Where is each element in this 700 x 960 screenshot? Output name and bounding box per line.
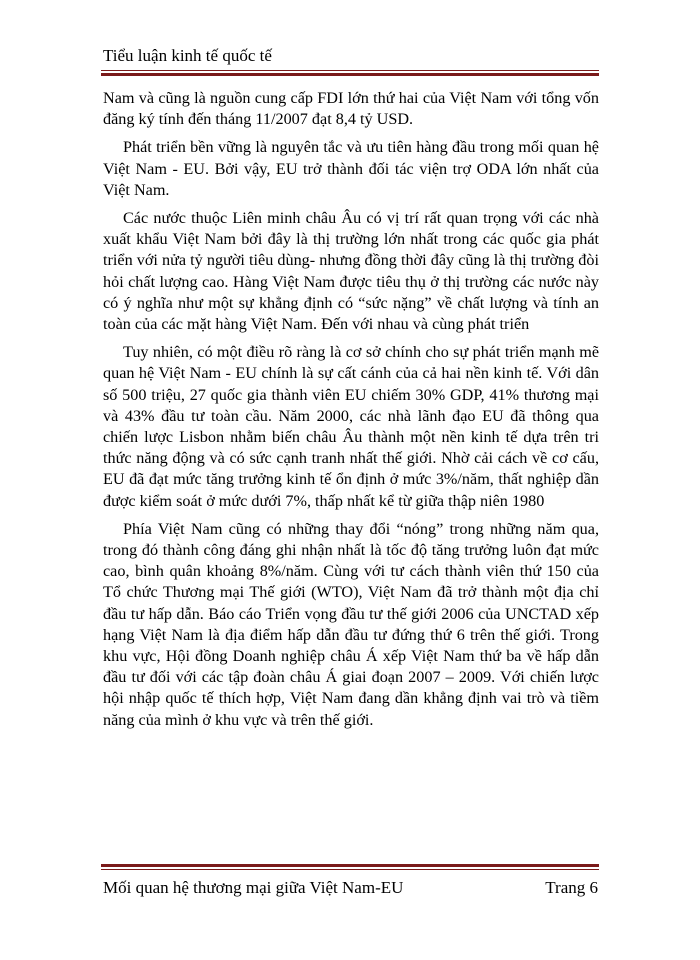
paragraph-4: Tuy nhiên, có một điều rõ ràng là cơ sở chính cho sự phát triển mạnh mẽ quan hệ Việt Nam - EU chính là sự cất cánh của cả hai nền kinh tế. Với dân số 500 triệu, 27 quốc gia thành viên EU chiếm 30% GDP, 41% thương mại và 43% đầu tư toàn cầu. Năm 2000, các nhà lãnh đạo EU đã thông qua chiến lược Lisbon nhằm biến châu Âu thành một nền kinh tế dựa trên tri thức năng động và có sức cạnh tranh nhất thế giới. Nhờ cải cách về cơ cấu, EU đã đạt mức tăng trưởng kinh tế ổn định ở mức 3%/năm, thất nghiệp dần được kiểm soát ở mức dưới 7%, thấp nhất kể từ giữa thập niên 1980 [103, 343, 599, 510]
paragraph-1: Nam và cũng là nguồn cung cấp FDI lớn thứ hai của Việt Nam với tổng vốn đăng ký tính đến tháng 11/2007 đạt 8,4 tỷ USD. [103, 89, 599, 129]
header-title: Tiểu luận kinh tế quốc tế [103, 46, 272, 65]
paragraph-3: Các nước thuộc Liên minh châu Âu có vị trí rất quan trọng với các nhà xuất khẩu Việt Nam bởi đây là thị trường lớn nhất trong các quốc gia phát triển với nửa tỷ người tiêu dùng- nhưng đồng thời đây cũng là thị trường đòi hỏi chất lượng cao. Hàng Việt Nam được tiêu thụ ở thị trường các nước này có ý nghĩa như một sự khẳng định có “sức nặng” về chất lượng và tính an toàn của các mặt hàng Việt Nam. Đến với nhau và cùng phát triển [103, 209, 599, 334]
page-number: Trang 6 [545, 878, 598, 897]
footer-title: Mối quan hệ thương mại giữa Việt Nam-EU [103, 878, 404, 897]
header-rule-thick [101, 73, 599, 76]
footer-rule-thin [101, 869, 599, 870]
paragraph-5: Phía Việt Nam cũng có những thay đổi “nóng” trong những năm qua, trong đó thành công đáng ghi nhận nhất là tốc độ tăng trưởng luôn đạt mức cao, bình quân khoảng 8%/năm. Cùng với tư cách thành viên thứ 150 của Tổ chức Thương mại Thế giới (WTO), Việt Nam đã trở thành một địa chỉ đầu tư hấp dẫn. Báo cáo Triển vọng đầu tư thế giới 2006 của UNCTAD xếp hạng Việt Nam là địa điểm hấp dẫn đầu tư đứng thứ 6 trên thế giới. Trong khu vực, Hội đồng Doanh nghiệp châu Á xếp Việt Nam thứ ba về hấp dẫn đầu tư đối với các tập đoàn châu Á giai đoạn 2007 – 2009. Với chiến lược hội nhập quốc tế thích hợp, Việt Nam đang dần khẳng định vai trò và tiềm năng của mình ở khu vực và trên thế giới. [103, 519, 599, 729]
paragraph-2: Phát triển bền vững là nguyên tắc và ưu tiên hàng đầu trong mối quan hệ Việt Nam - EU. Bởi vậy, EU trở thành đối tác viện trợ ODA lớn nhất của Việt Nam. [103, 138, 599, 199]
body-text [103, 88, 599, 738]
footer-rule-thick [101, 864, 599, 867]
footer-rule [101, 864, 599, 870]
header-rule [101, 70, 599, 76]
header-rule-thin [101, 70, 599, 71]
